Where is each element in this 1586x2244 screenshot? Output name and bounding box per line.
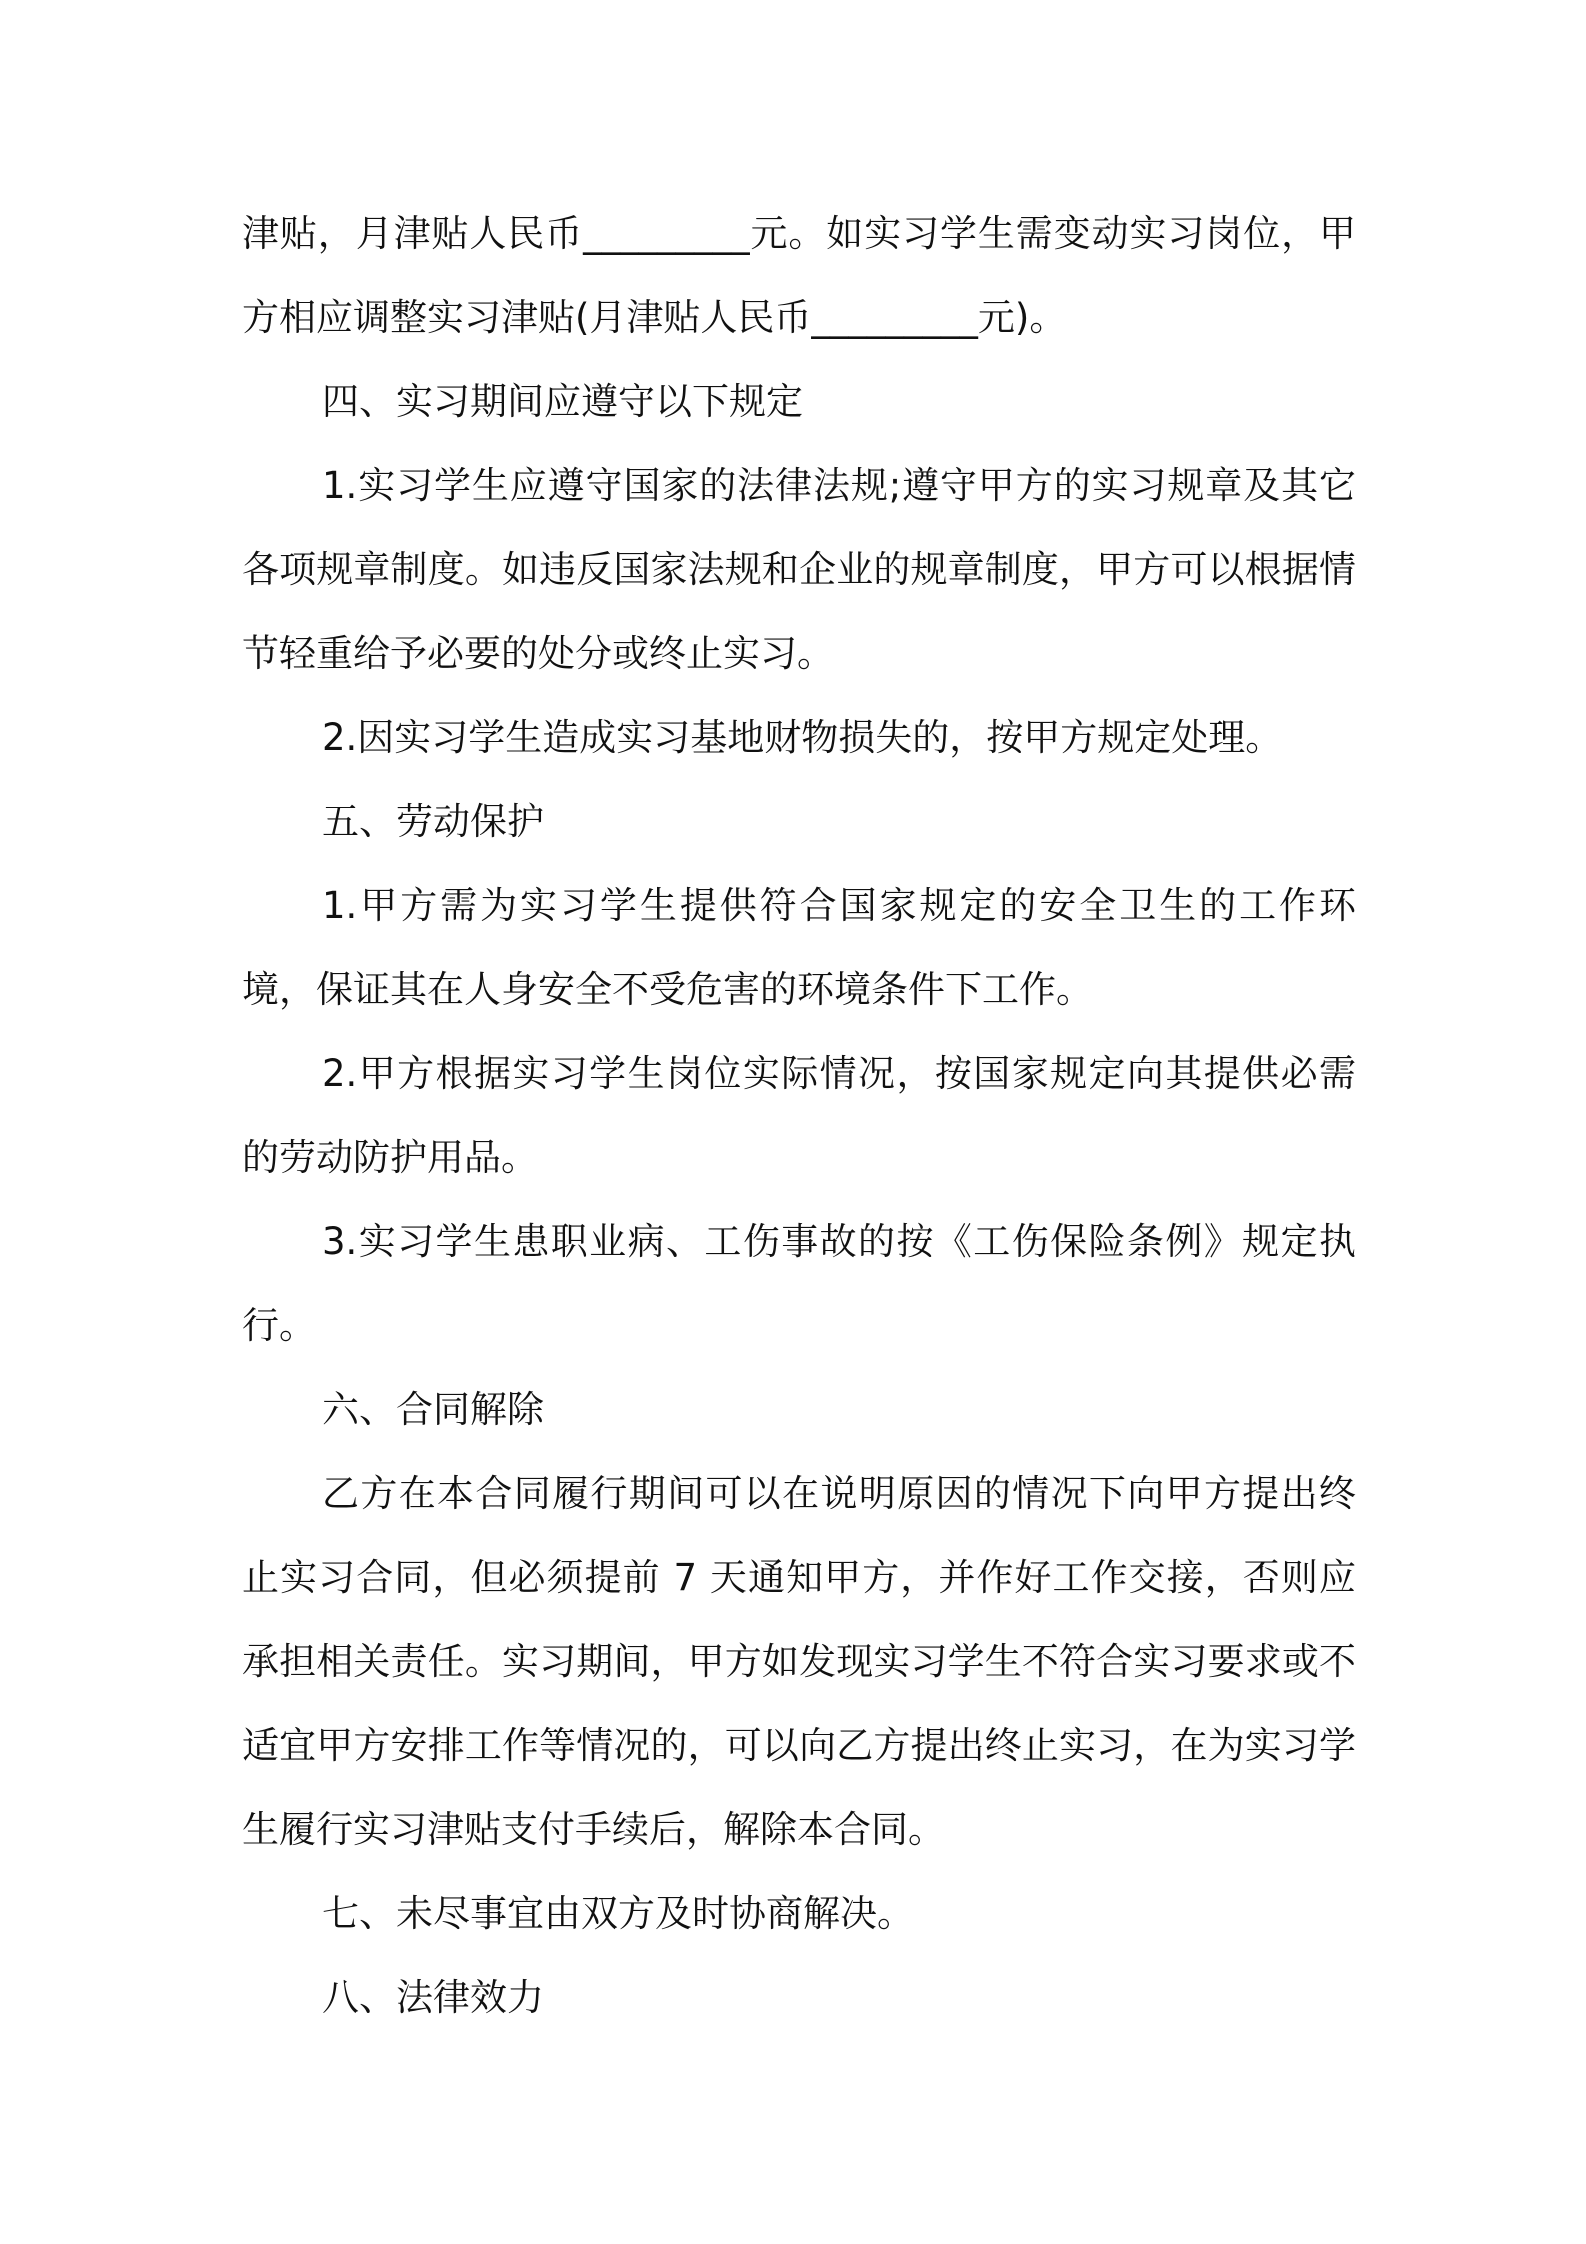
section-heading-unresolved-matters: 七、未尽事宜由双方及时协商解决。	[322, 1892, 914, 1935]
section-heading-labor-protection: 五、劳动保护	[322, 800, 544, 843]
section-heading-legal-effect: 八、法律效力	[322, 1976, 544, 2019]
paragraph-labor-protection-2: 2.甲方根据实习学生岗位实际情况，按国家规定向其提供必需的劳动防护用品。	[242, 1052, 1356, 1179]
paragraph-labor-protection-1: 1.甲方需为实习学生提供符合国家规定的安全卫生的工作环境，保证其在人身安全不受危害的环境条件下工作。	[242, 884, 1356, 1011]
paragraph-termination: 乙方在本合同履行期间可以在说明原因的情况下向甲方提出终止实习合同，但必须提前 7 天通知甲方，并作好工作交接，否则应承担相关责任。实习期间，甲方如发现实习学生不符合实习要求或不适宜甲方安排工作等情况的，可以向乙方提出终止实习，在为实习学生履行实习津贴支付手续后，解除本合同。	[242, 1472, 1356, 1851]
paragraph-rules-1: 1.实习学生应遵守国家的法律法规;遵守甲方的实习规章及其它各项规章制度。如违反国家法规和企业的规章制度，甲方可以根据情节轻重给予必要的处分或终止实习。	[242, 464, 1356, 675]
paragraph-labor-protection-3: 3.实习学生患职业病、工伤事故的按《工伤保险条例》规定执行。	[242, 1220, 1356, 1347]
paragraph-allowance-continuation: 津贴，月津贴人民币_________元。如实习学生需变动实习岗位，甲方相应调整实习津贴(月津贴人民币_________元)。	[242, 212, 1356, 339]
section-heading-termination: 六、合同解除	[322, 1388, 544, 1431]
document-body	[242, 192, 1356, 2040]
section-heading-rules: 四、实习期间应遵守以下规定	[322, 380, 803, 423]
paragraph-rules-2: 2.因实习学生造成实习基地财物损失的，按甲方规定处理。	[322, 716, 1283, 759]
